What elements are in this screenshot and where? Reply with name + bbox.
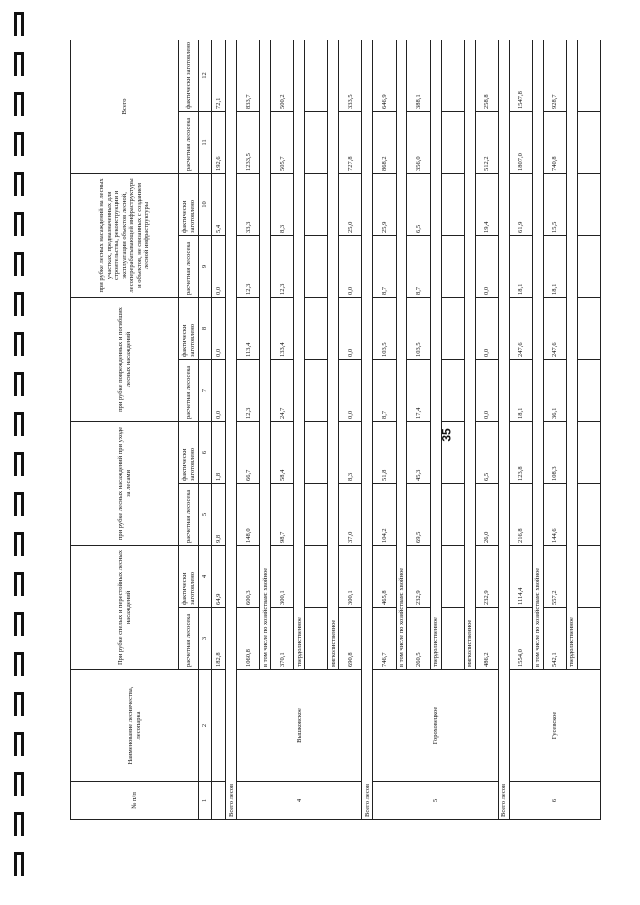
value-cell: 58,4 xyxy=(271,421,294,483)
header-group-damaged: при рубке поврежденных и погибших лесных насаждений xyxy=(71,297,179,421)
header-fact: фактически заготовлено xyxy=(179,173,199,235)
value-cell xyxy=(305,421,328,483)
value-cell: 108,3 xyxy=(543,421,566,483)
category-label: Всего лесов xyxy=(226,40,237,820)
value-cell: 25,9 xyxy=(373,173,396,235)
value-cell: 0,0 xyxy=(211,359,226,421)
value-cell xyxy=(441,297,464,359)
value-cell: 646,9 xyxy=(373,40,396,111)
value-cell: 26,0 xyxy=(475,483,498,545)
column-number: 12 xyxy=(199,40,212,111)
value-cell: 868,2 xyxy=(373,111,396,173)
value-cell: 37,0 xyxy=(339,483,362,545)
value-cell xyxy=(441,359,464,421)
value-cell: 24,7 xyxy=(271,359,294,421)
value-cell xyxy=(441,608,464,670)
category-label: Всего лесов xyxy=(362,40,373,820)
value-cell xyxy=(305,111,328,173)
value-cell: 6,5 xyxy=(475,421,498,483)
value-cell xyxy=(441,40,464,111)
value-cell: 1114,4 xyxy=(509,545,532,607)
value-cell: 33,3 xyxy=(237,173,260,235)
value-cell: 8,3 xyxy=(339,421,362,483)
value-cell: 727,8 xyxy=(339,111,362,173)
value-cell xyxy=(577,545,600,607)
value-cell: 69,5 xyxy=(407,483,430,545)
value-cell: 8,7 xyxy=(407,235,430,297)
value-cell: 192,6 xyxy=(211,111,226,173)
value-cell xyxy=(577,297,600,359)
forestry-name-cell: Гороховецкое xyxy=(373,670,498,782)
forestry-name-cell: Вышковское xyxy=(237,670,362,782)
category-label-row xyxy=(226,40,237,820)
value-cell: 690,8 xyxy=(339,608,362,670)
value-cell: 12,3 xyxy=(271,235,294,297)
value-cell: 9,8 xyxy=(211,483,226,545)
value-cell: 0,0 xyxy=(339,297,362,359)
header-calc: расчетная лесосека xyxy=(179,608,199,670)
value-cell: 600,3 xyxy=(237,545,260,607)
value-cell xyxy=(577,111,600,173)
table-row xyxy=(237,40,260,820)
header-row-no: № п/п xyxy=(71,782,199,820)
header-calc: расчетная лесосека xyxy=(179,235,199,297)
header-fact: фактически заготовлено xyxy=(179,421,199,483)
value-cell: 746,7 xyxy=(373,608,396,670)
table-row xyxy=(211,40,226,820)
value-cell: 300,1 xyxy=(271,545,294,607)
value-cell: 0,0 xyxy=(475,235,498,297)
value-cell: 8,3 xyxy=(271,173,294,235)
value-cell: 15,5 xyxy=(543,173,566,235)
value-cell: 0,0 xyxy=(339,235,362,297)
value-cell xyxy=(577,421,600,483)
header-group-total: Всего xyxy=(71,40,179,173)
value-cell: 8,7 xyxy=(373,235,396,297)
column-number: 1 xyxy=(199,782,212,820)
value-cell: 232,9 xyxy=(407,545,430,607)
value-cell: 388,1 xyxy=(407,40,430,111)
value-cell: 260,5 xyxy=(407,608,430,670)
value-cell: 500,2 xyxy=(271,40,294,111)
header-calc: расчетная лесосека xyxy=(179,483,199,545)
value-cell: 486,2 xyxy=(475,608,498,670)
value-cell: 0,0 xyxy=(475,359,498,421)
value-cell: 505,7 xyxy=(271,111,294,173)
rotated-page-region xyxy=(70,40,601,820)
value-cell xyxy=(577,483,600,545)
value-cell: 123,8 xyxy=(509,421,532,483)
header-group-infrastructure: при рубке лесных насаждений на лесных участках, предназначенных для строительства, реконструкции и эксплуатации объектов лесной, лесоперерабатывающей инфраструктуры и объектов, не связанных с созданием лесной инфраструктуры xyxy=(71,173,179,297)
value-cell: 1233,5 xyxy=(237,111,260,173)
column-number: 3 xyxy=(199,608,212,670)
value-cell xyxy=(305,297,328,359)
value-cell: 6,5 xyxy=(407,173,430,235)
forestry-name-cell: Гусевское xyxy=(509,670,600,782)
column-number: 4 xyxy=(199,545,212,607)
value-cell: 1,8 xyxy=(211,421,226,483)
value-cell xyxy=(305,40,328,111)
value-cell: 12,3 xyxy=(237,359,260,421)
header-group-mature: При рубке спелых и перестойных лесных насаждений xyxy=(71,545,179,669)
value-cell: 144,6 xyxy=(543,483,566,545)
value-cell: 182,8 xyxy=(211,608,226,670)
value-cell xyxy=(305,173,328,235)
value-cell xyxy=(577,40,600,111)
value-cell: 0,0 xyxy=(339,359,362,421)
column-number: 5 xyxy=(199,483,212,545)
value-cell: 66,7 xyxy=(237,421,260,483)
value-cell: 232,9 xyxy=(475,545,498,607)
column-number-row xyxy=(199,40,212,820)
category-label: в том числе по хозяйствам: хвойное xyxy=(396,40,407,670)
value-cell: 19,4 xyxy=(475,173,498,235)
value-cell: 258,8 xyxy=(475,40,498,111)
header-fact: фактически заготовлено xyxy=(179,40,199,111)
value-cell: 5,4 xyxy=(211,173,226,235)
value-cell: 25,0 xyxy=(339,173,362,235)
value-cell: 247,6 xyxy=(543,297,566,359)
value-cell xyxy=(305,359,328,421)
category-label: мягколиственное xyxy=(328,40,339,670)
value-cell xyxy=(305,608,328,670)
value-cell: 8,7 xyxy=(373,359,396,421)
value-cell: 0,0 xyxy=(211,297,226,359)
value-cell: 12,3 xyxy=(237,235,260,297)
column-number: 8 xyxy=(199,297,212,359)
value-cell: 148,0 xyxy=(237,483,260,545)
landscape-table-container xyxy=(70,40,601,820)
value-cell: 216,8 xyxy=(509,483,532,545)
value-cell: 300,1 xyxy=(339,545,362,607)
value-cell: 98,7 xyxy=(271,483,294,545)
value-cell xyxy=(441,173,464,235)
value-cell: 833,7 xyxy=(237,40,260,111)
header-fact: фактически заготовлено xyxy=(179,545,199,607)
value-cell: 1807,0 xyxy=(509,111,532,173)
column-number: 7 xyxy=(199,359,212,421)
header-fact: фактически заготовлено xyxy=(179,297,199,359)
value-cell: 61,9 xyxy=(509,173,532,235)
value-cell: 72,1 xyxy=(211,40,226,111)
value-cell: 465,8 xyxy=(373,545,396,607)
value-cell xyxy=(441,483,464,545)
category-label: твердолиственное xyxy=(566,40,577,670)
value-cell xyxy=(441,545,464,607)
value-cell xyxy=(305,483,328,545)
value-cell: 103,5 xyxy=(373,297,396,359)
value-cell: 1060,8 xyxy=(237,608,260,670)
value-cell: 370,1 xyxy=(271,608,294,670)
value-cell: 104,2 xyxy=(373,483,396,545)
value-cell xyxy=(577,359,600,421)
value-cell: 356,0 xyxy=(407,111,430,173)
value-cell xyxy=(577,173,600,235)
value-cell xyxy=(305,235,328,297)
row-no-cell: 5 xyxy=(373,782,498,820)
value-cell: 542,1 xyxy=(543,608,566,670)
value-cell xyxy=(441,111,464,173)
value-cell: 512,2 xyxy=(475,111,498,173)
column-number: 6 xyxy=(199,421,212,483)
column-number: 2 xyxy=(199,670,212,782)
value-cell xyxy=(577,235,600,297)
value-cell xyxy=(305,545,328,607)
value-cell: 103,5 xyxy=(407,297,430,359)
header-calc: расчетная лесосека xyxy=(179,111,199,173)
value-cell: 18,1 xyxy=(509,359,532,421)
category-label-row xyxy=(362,40,373,820)
value-cell: 0,0 xyxy=(211,235,226,297)
category-label: Всего лесов xyxy=(498,40,509,820)
value-cell: 928,7 xyxy=(543,40,566,111)
category-label: твердолиственное xyxy=(430,40,441,670)
value-cell: 51,8 xyxy=(373,421,396,483)
value-cell: 557,2 xyxy=(543,545,566,607)
value-cell: 1547,8 xyxy=(509,40,532,111)
value-cell: 0,0 xyxy=(475,297,498,359)
value-cell: 17,4 xyxy=(407,359,430,421)
binding-holes-strip xyxy=(0,0,40,905)
value-cell: 64,9 xyxy=(211,545,226,607)
value-cell: 247,6 xyxy=(509,297,532,359)
value-cell: 18,1 xyxy=(543,235,566,297)
category-label: в том числе по хозяйствам: хвойное xyxy=(532,40,543,670)
table-row xyxy=(509,40,532,820)
value-cell: 740,8 xyxy=(543,111,566,173)
header-name: Наименование лесничества, лесопарка xyxy=(71,670,199,782)
value-cell: 45,3 xyxy=(407,421,430,483)
column-number: 9 xyxy=(199,235,212,297)
header-calc: расчетная лесосека xyxy=(179,359,199,421)
value-cell xyxy=(441,235,464,297)
value-cell: 333,5 xyxy=(339,40,362,111)
row-no-cell xyxy=(211,782,226,820)
page-number: 35 xyxy=(439,428,454,442)
header-group-care: при рубке лесных насаждений при уходе за лесами xyxy=(71,421,179,545)
value-cell: 36,1 xyxy=(543,359,566,421)
value-cell xyxy=(577,608,600,670)
harvest-table xyxy=(70,40,601,820)
column-number: 10 xyxy=(199,173,212,235)
row-no-cell: 4 xyxy=(237,782,362,820)
value-cell: 133,4 xyxy=(271,297,294,359)
category-label-row xyxy=(498,40,509,820)
value-cell: 113,4 xyxy=(237,297,260,359)
column-number: 11 xyxy=(199,111,212,173)
row-no-cell: 6 xyxy=(509,782,600,820)
category-label: мягколиственное xyxy=(464,40,475,670)
value-cell: 18,1 xyxy=(509,235,532,297)
name-cell xyxy=(211,670,226,782)
table-body xyxy=(199,40,601,820)
category-label: твердолиственное xyxy=(294,40,305,670)
table-row xyxy=(373,40,396,820)
category-label: в том числе по хозяйствам: хвойное xyxy=(260,40,271,670)
value-cell: 1554,0 xyxy=(509,608,532,670)
